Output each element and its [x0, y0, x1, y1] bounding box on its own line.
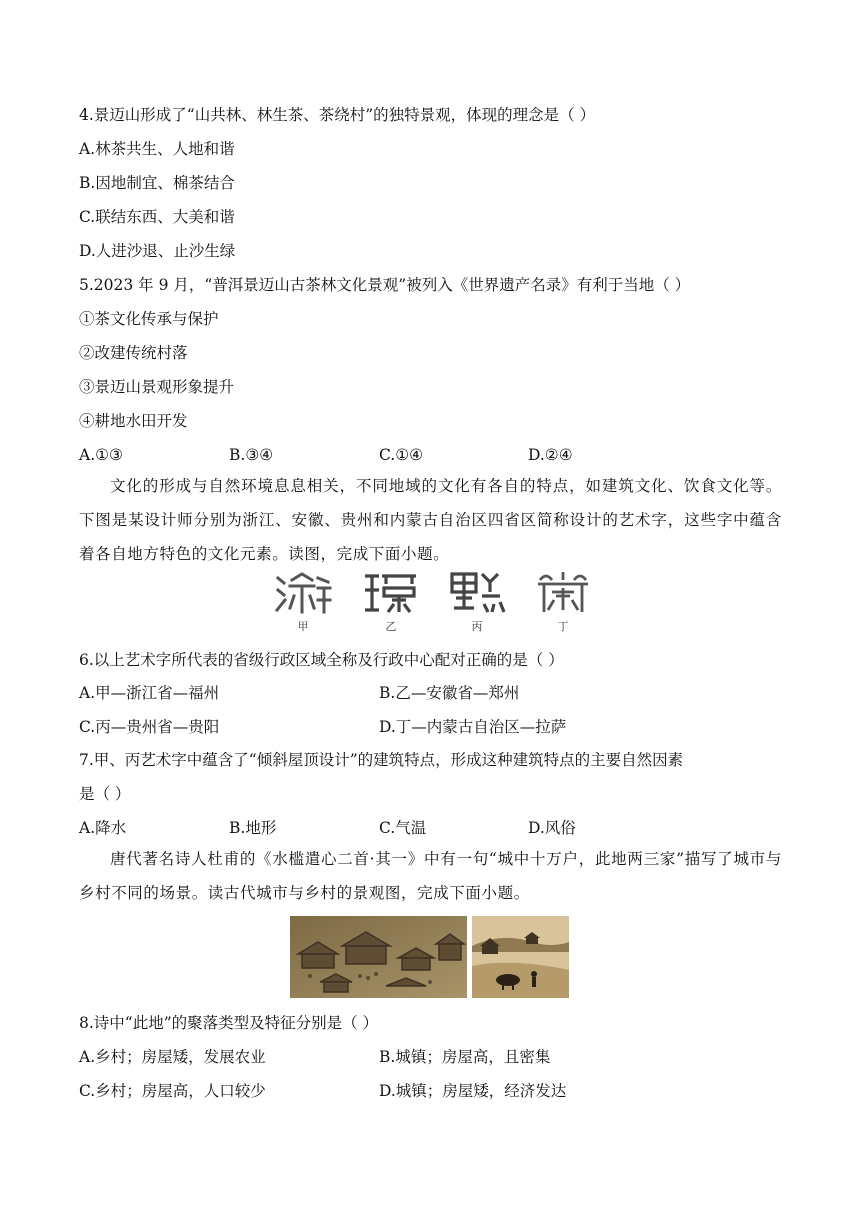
q7-option-b: B.地形 — [229, 819, 277, 837]
q8-stem: 8.诗中“此地”的聚落类型及特征分别是（ ） — [79, 1014, 379, 1032]
q6-option-c: C.丙—贵州省—贵阳 — [79, 718, 220, 736]
q7-option-d: D.风俗 — [528, 819, 576, 837]
q4-option-d: D.人进沙退、止沙生绿 — [79, 242, 236, 260]
q6-option-b: B.乙—安徽省—郑州 — [379, 684, 520, 702]
q7-option-a: A.降水 — [79, 819, 127, 837]
passage-culture: 文化的形成与自然环境息息相关，不同地域的文化有各自的特点，如建筑文化、饮食文化等。下图是某设计师分别为浙江、安徽、贵州和内蒙古自治区四省区简称设计的艺术字，这些字中蕴含着各自地方特色的文化元素。读图，完成下面小题。 — [79, 477, 782, 563]
q5-option-d: D.②④ — [528, 446, 573, 464]
q5-option-a: A.①③ — [79, 446, 123, 464]
q8-option-b: B.城镇；房屋高，且密集 — [379, 1048, 551, 1066]
q5-stem: 5.2023 年 9 月，“普洱景迈山古茶林文化景观”被列入《世界遗产名录》有利于当地（ ） — [79, 276, 691, 294]
art-label-ding: 丁 — [557, 620, 569, 633]
q5-option-c: C.①④ — [379, 446, 424, 464]
passage-du-fu: 唐代著名诗人杜甫的《水槛遣心二首·其一》中有一句“城中十万户，此地两三家”描写了城市与乡村不同的场景。读古代城市与乡村的景观图，完成下面小题。 — [79, 850, 782, 902]
q5-item-1: ①茶文化传承与保护 — [79, 310, 219, 328]
art-characters-figure — [270, 570, 600, 638]
q6-option-d: D.丁—内蒙古自治区—拉萨 — [379, 718, 567, 736]
q4-option-a: A.林茶共生、人地和谐 — [79, 140, 235, 158]
q5-item-2: ②改建传统村落 — [79, 344, 188, 362]
ancient-city-image — [290, 916, 467, 998]
art-character-jia-zhejiang — [274, 570, 332, 616]
ancient-village-image — [472, 916, 569, 998]
art-character-yi-anhui — [362, 570, 420, 616]
q5-item-3: ③景迈山景观形象提升 — [79, 378, 235, 396]
q8-option-a: A.乡村；房屋矮，发展农业 — [79, 1048, 266, 1066]
q7-option-c: C.气温 — [379, 819, 427, 837]
art-label-yi: 乙 — [385, 620, 397, 633]
q7-stem-line1: 7.甲、丙艺术字中蕴含了“倾斜屋顶设计”的建筑特点，形成这种建筑特点的主要自然因素 — [79, 751, 684, 769]
q8-option-c: C.乡村；房屋高，人口较少 — [79, 1082, 266, 1100]
q6-option-a: A.甲—浙江省—福州 — [79, 684, 220, 702]
q4-option-b: B.因地制宜、棉茶结合 — [79, 174, 235, 192]
q5-item-4: ④耕地水田开发 — [79, 412, 188, 430]
art-label-bing: 丙 — [471, 620, 483, 633]
q4-option-c: C.联结东西、大美和谐 — [79, 208, 235, 226]
q4-stem: 4.景迈山形成了“山共林、林生茶、茶绕村”的独特景观，体现的理念是（ ） — [79, 106, 596, 124]
art-label-jia: 甲 — [297, 620, 309, 633]
q5-option-b: B.③④ — [229, 446, 274, 464]
q7-stem-line2: 是（ ） — [79, 785, 131, 803]
art-character-ding-inner-mongolia — [534, 570, 592, 616]
q6-stem: 6.以上艺术字所代表的省级行政区域全称及行政中心配对正确的是（ ） — [79, 651, 564, 669]
q8-option-d: D.城镇；房屋矮，经济发达 — [379, 1082, 567, 1100]
art-character-bing-guizhou — [448, 570, 506, 616]
